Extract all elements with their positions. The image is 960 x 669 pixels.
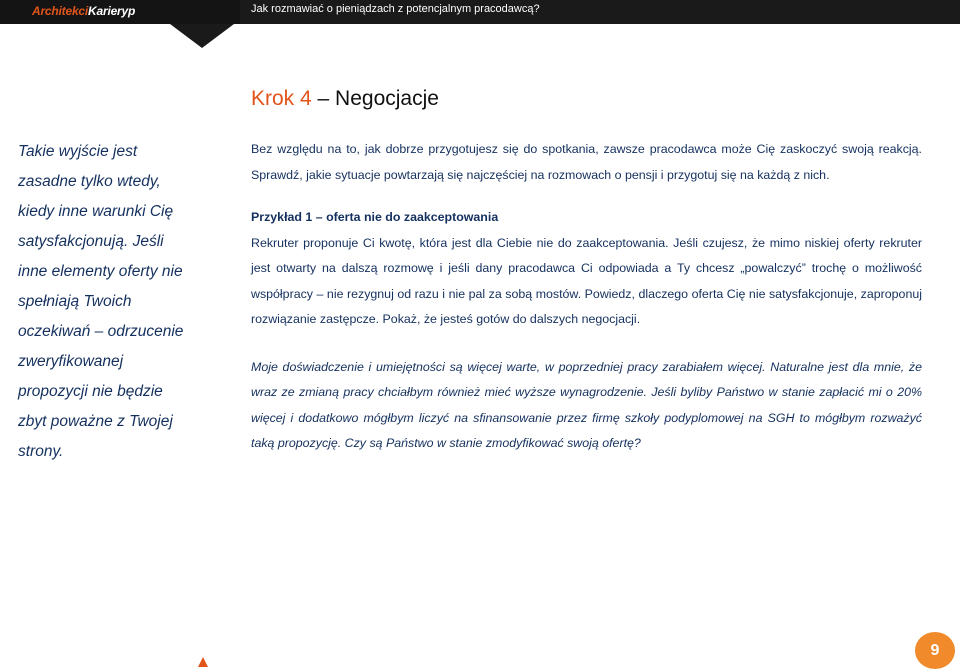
example-paragraph: Rekruter proponuje Ci kwotę, która jest dla Ciebie nie do zaakceptowania. Jeśli czujesz, że mimo niskiej oferty rekruter jest otwarty na dalszą rozmowę i jeśli dany pracodawca Ci odpowiada a Ty chcesz „powalczyć” trochę o możliwość współpracy – nie rezygnuj od razu i nie pal za sobą mostów. Powiedz, dlaczego oferta Cię nie satysfakcjonuje, zaproponuj rozwiązanie zastępcze. Pokaż, że jesteś gotów do dalszych negocjacji.	[251, 235, 922, 326]
logo-text-part2: Karieryp	[88, 4, 136, 18]
page-title	[251, 87, 439, 111]
intro-paragraph: Bez względu na to, jak dobrze przygotujesz się do spotkania, zawsze pracodawca może Cię zaskoczyć swoją reakcją. Sprawdź, jakie sytuacje powtarzają się najczęściej na rozmowach o pensji i przygotuj się na każdą z nich.	[251, 142, 922, 182]
header-notch	[170, 24, 234, 48]
example-heading: Przykład 1 – oferta nie do zaakceptowania	[251, 210, 499, 224]
header-title: Jak rozmawiać o pieniądzach z potencjalnym pracodawcą?	[251, 3, 540, 15]
sidebar-pull-quote	[18, 137, 193, 467]
main-content	[251, 137, 922, 457]
sidebar-quote-text: Takie wyjście jest zasadne tylko wtedy, kiedy inne warunki Cię satysfakcjonują. Jeśli inne elementy oferty nie spełniają Twoich oczekiwań – odrzucenie zweryfikowanej propozycji nie będzie zbyt poważne z Twojej strony.	[18, 143, 184, 460]
triangle-marker-icon	[198, 657, 208, 667]
example-quote: Moje doświadczenie i umiejętności są więcej warte, w poprzedniej pracy zarabiałem więcej. Naturalne jest dla mnie, że wraz ze zmianą pracy chciałbym również mieć wyższe wynagrodzenie. Jeśli byliby Państwo w stanie zapłacić mi o 20% więcej i dodatkowo mógłbym liczyć na sfinansowanie przez firmę szkoły podyplomowej na SGH to mógłbym rozważyć taką propozycję. Czy są Państwo w stanie zmodyfikować swoją ofertę?	[251, 359, 922, 450]
step-number: Krok 4	[251, 87, 312, 110]
step-title-text: – Negocjacje	[311, 87, 439, 110]
page-number-badge: 9	[915, 632, 955, 669]
header-bar	[0, 0, 960, 24]
logo	[32, 4, 135, 18]
logo-area	[0, 0, 240, 24]
logo-text-part1: Architekci	[32, 4, 89, 18]
